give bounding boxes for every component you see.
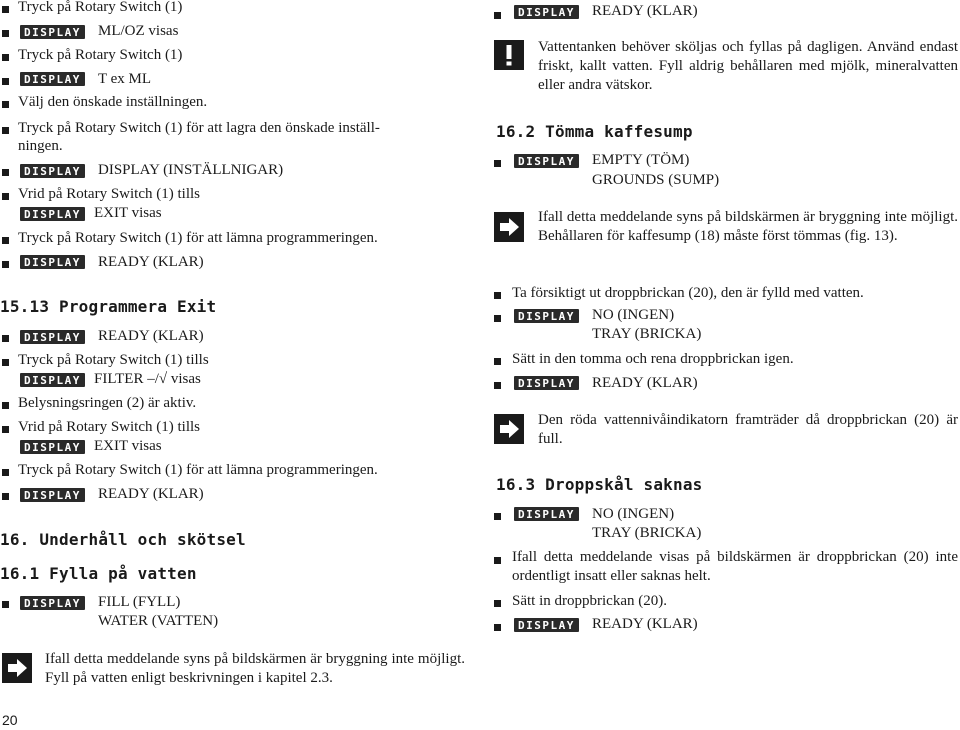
bullet xyxy=(2,169,9,176)
display-badge: DISPLAY xyxy=(20,25,85,39)
display-badge: DISPLAY xyxy=(20,72,85,86)
text-line: READY (KLAR) xyxy=(98,328,204,344)
bullet xyxy=(494,382,501,389)
section-heading: 15.13 Programmera Exit xyxy=(0,297,217,316)
text-line: Sätt in den tomma och rena droppbrickan igen. xyxy=(512,351,794,367)
text-line: WATER (VATTEN) xyxy=(98,613,219,629)
text-line: Vrid på Rotary Switch (1) tills xyxy=(18,419,200,435)
bullet xyxy=(2,402,9,409)
bullet xyxy=(494,557,501,564)
display-badge: DISPLAY xyxy=(514,5,579,19)
text-line: READY (KLAR) xyxy=(592,3,698,19)
bullet xyxy=(2,237,9,244)
bullet xyxy=(2,426,9,433)
text-line: READY (KLAR) xyxy=(98,486,204,502)
arrow-icon xyxy=(494,414,524,444)
text-line: Sätt in droppbrickan (20). xyxy=(512,593,667,609)
warning-text: Vattentanken behöver sköljas och fyllas på dagligen. Använd endast friskt, kallt vatten. Fyll aldrig behållaren med mjölk, mineralvatten eller andra vätskor. xyxy=(538,39,958,93)
text-line: ningen. xyxy=(18,138,63,154)
display-badge: DISPLAY xyxy=(514,309,579,323)
text-line: ML/OZ visas xyxy=(98,23,179,39)
text-line: FILL (FYLL) xyxy=(98,594,181,610)
display-badge: DISPLAY xyxy=(20,596,85,610)
bullet xyxy=(2,6,9,13)
text-line: GROUNDS (SUMP) xyxy=(592,172,720,188)
text-line: FILTER –/√ visas xyxy=(94,371,201,387)
text-line: READY (KLAR) xyxy=(592,616,698,632)
display-badge: DISPLAY xyxy=(20,488,85,502)
text-line: Tryck på Rotary Switch (1) xyxy=(18,47,183,63)
note-text: Ifall detta meddelande syns på bildskärmen är bryggning inte möjligt. Fyll på vatten enligt beskrivningen i kapitel 2.3. xyxy=(45,651,465,686)
section-heading: 16. Underhåll och skötsel xyxy=(0,530,246,549)
bullet xyxy=(494,600,501,607)
arrow-icon xyxy=(494,212,524,242)
bullet xyxy=(2,127,9,134)
text-line: Belysningsringen (2) är aktiv. xyxy=(18,395,197,411)
text-line: NO (INGEN) xyxy=(592,506,675,522)
display-badge: DISPLAY xyxy=(20,373,85,387)
text-line: Vrid på Rotary Switch (1) tills xyxy=(18,186,200,202)
bullet xyxy=(2,78,9,85)
text-line: TRAY (BRICKA) xyxy=(592,326,702,342)
section-heading: 16.1 Fylla på vatten xyxy=(0,564,197,583)
bullet xyxy=(2,193,9,200)
display-badge: DISPLAY xyxy=(20,440,85,454)
text-line: EXIT visas xyxy=(94,205,162,221)
display-badge: DISPLAY xyxy=(514,507,579,521)
bullet xyxy=(2,359,9,366)
text-line: READY (KLAR) xyxy=(592,375,698,391)
text-line: DISPLAY (INSTÄLLNIGAR) xyxy=(98,162,284,178)
bullet xyxy=(2,30,9,37)
bullet xyxy=(494,160,501,167)
bullet xyxy=(494,358,501,365)
display-badge: DISPLAY xyxy=(514,618,579,632)
section-heading: 16.3 Droppskål saknas xyxy=(496,475,703,494)
text-line: EMPTY (TÖM) xyxy=(592,152,690,168)
display-badge: DISPLAY xyxy=(514,154,579,168)
note-text: Ifall detta meddelande syns på bildskärmen är bryggning inte möjligt. Behållaren för kaffesump (18) måste först tömmas (fig. 13). xyxy=(538,209,958,244)
bullet xyxy=(494,292,501,299)
note-text: Den röda vattennivåindikatorn framträder då droppbrickan (20) är full. xyxy=(538,412,958,447)
bullet xyxy=(494,315,501,322)
bullet xyxy=(2,601,9,608)
display-badge: DISPLAY xyxy=(514,376,579,390)
warning-icon xyxy=(494,40,524,70)
text-line: Välj den önskade inställningen. xyxy=(18,94,208,110)
bullet xyxy=(494,624,501,631)
text-line: EXIT visas xyxy=(94,438,162,454)
bullet xyxy=(2,469,9,476)
display-badge: DISPLAY xyxy=(20,255,85,269)
text-line: Ta försiktigt ut droppbrickan (20), den är fylld med vatten. xyxy=(512,285,864,301)
page-number: 20 xyxy=(2,712,18,728)
text-line: Tryck på Rotary Switch (1) för att lagra den önskade inställ- xyxy=(18,120,380,136)
text-line: READY (KLAR) xyxy=(98,254,204,270)
display-badge: DISPLAY xyxy=(20,164,85,178)
bullet xyxy=(2,493,9,500)
text-line: T ex ML xyxy=(98,71,152,87)
bullet xyxy=(2,54,9,61)
bullet xyxy=(494,12,501,19)
bullet xyxy=(494,513,501,520)
text-line: Tryck på Rotary Switch (1) xyxy=(18,0,183,15)
bullet xyxy=(2,101,9,108)
display-badge: DISPLAY xyxy=(20,330,85,344)
display-badge: DISPLAY xyxy=(20,207,85,221)
bullet xyxy=(2,261,9,268)
text-line: Tryck på Rotary Switch (1) för att lämna programmeringen. xyxy=(18,462,378,478)
bullet xyxy=(2,335,9,342)
section-heading: 16.2 Tömma kaffesump xyxy=(496,122,693,141)
text-paragraph: Ifall detta meddelande visas på bildskärmen är droppbrickan (20) inte ordentligt insatt eller saknas helt. xyxy=(512,549,958,584)
text-line: NO (INGEN) xyxy=(592,307,675,323)
text-line: Tryck på Rotary Switch (1) tills xyxy=(18,352,209,368)
text-line: Tryck på Rotary Switch (1) för att lämna programmeringen. xyxy=(18,230,378,246)
arrow-icon xyxy=(2,653,32,683)
text-line: TRAY (BRICKA) xyxy=(592,525,702,541)
